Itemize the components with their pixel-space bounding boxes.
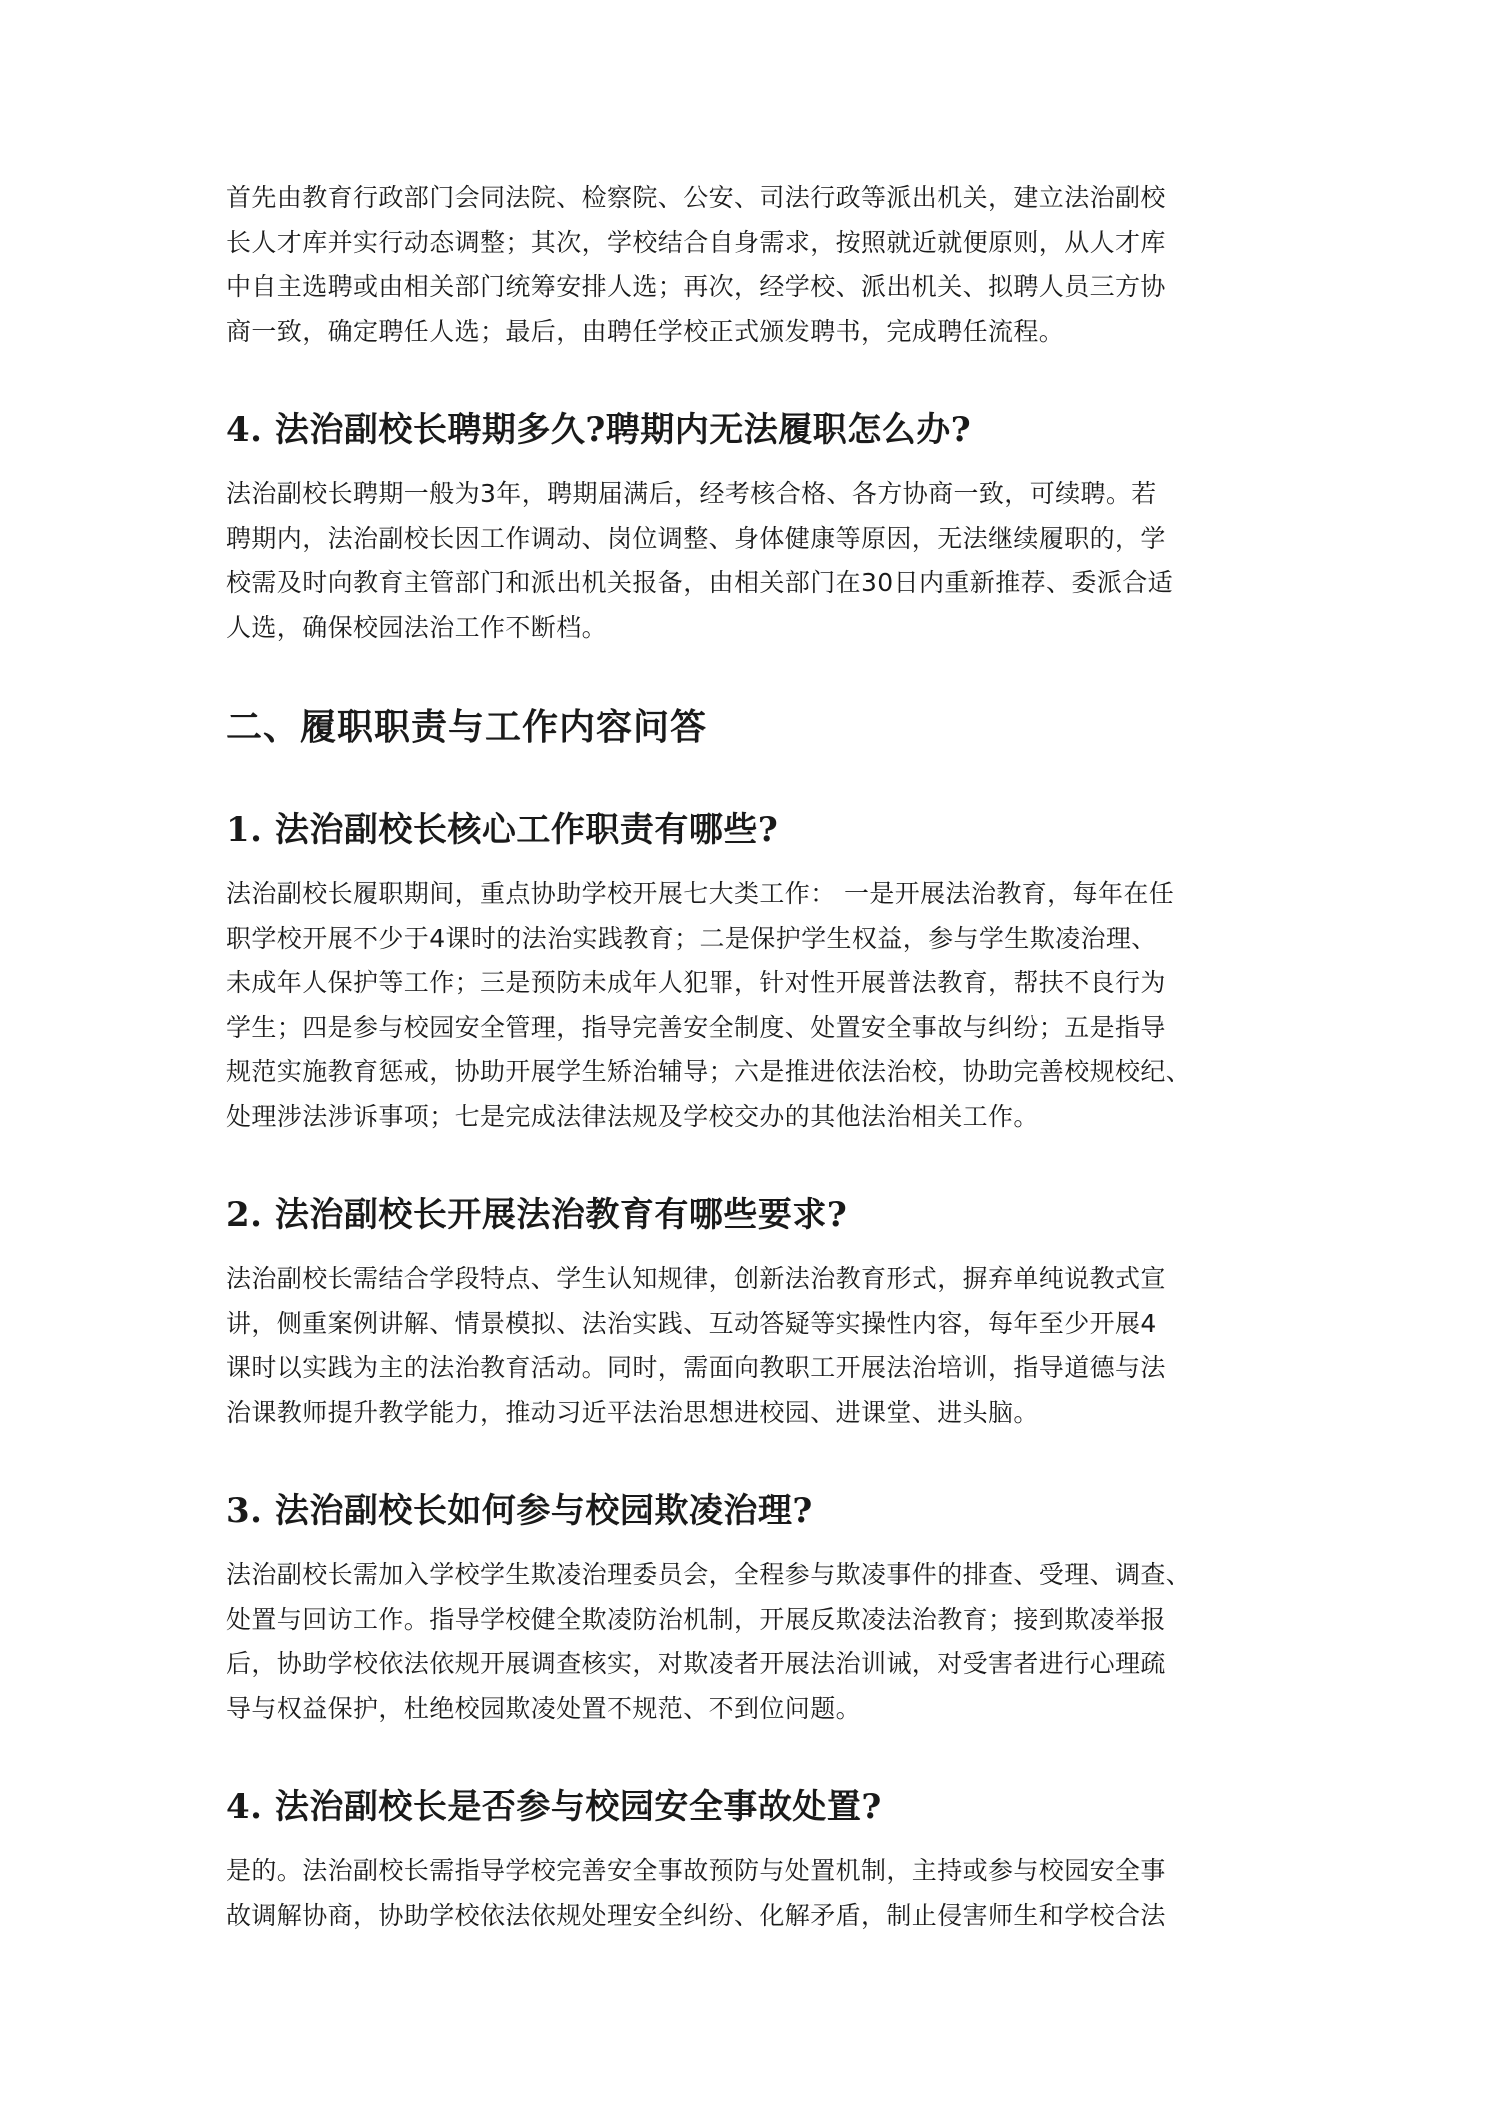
paragraph-line: 法治副校长需加入学校学生欺凌治理委员会，全程参与欺凌事件的排查、受理、调查、 bbox=[226, 1560, 1192, 1589]
paragraph-line: 是的。法治副校长需指导学校完善安全事故预防与处置机制，主持或参与校园安全事 bbox=[226, 1856, 1166, 1885]
question-heading-education: 2. 法治副校长开展法治教育有哪些要求? bbox=[226, 1195, 848, 1235]
paragraph-line: 学生；四是参与校园安全管理，指导完善安全制度、处置安全事故与纠纷；五是指导 bbox=[226, 1012, 1166, 1042]
paragraph-line: 故调解协商，协助学校依法依规处理安全纠纷、化解矛盾，制止侵害师生和学校合法 bbox=[226, 1900, 1166, 1930]
paragraph-line: 法治副校长聘期一般为3年，聘期届满后，经考核合格、各方协商一致，可续聘。若 bbox=[226, 479, 1157, 508]
paragraph-line: 职学校开展不少于4课时的法治实践教育；二是保护学生权益，参与学生欺凌治理、 bbox=[226, 923, 1157, 953]
answer-paragraph-bullying bbox=[226, 1553, 1286, 1731]
paragraph-line: 治课教师提升教学能力，推动习近平法治思想进校园、进课堂、进头脑。 bbox=[226, 1397, 1039, 1427]
paragraph-line: 法治副校长需结合学段特点、学生认知规律，创新法治教育形式，摒弃单纯说教式宣 bbox=[226, 1264, 1166, 1293]
paragraph-line: 长人才库并实行动态调整；其次，学校结合自身需求，按照就近就便原则，从人才库 bbox=[226, 227, 1166, 257]
paragraph-line: 法治副校长履职期间，重点协助学校开展七大类工作： 一是开展法治教育，每年在任 bbox=[226, 879, 1175, 908]
answer-paragraph-safety bbox=[226, 1849, 1286, 1938]
answer-paragraph-term bbox=[226, 472, 1286, 650]
question-heading-bullying: 3. 法治副校长如何参与校园欺凌治理? bbox=[226, 1491, 813, 1531]
paragraph-line: 商一致，确定聘任人选；最后，由聘任学校正式颁发聘书，完成聘任流程。 bbox=[226, 316, 1065, 346]
paragraph-line: 课时以实践为主的法治教育活动。同时，需面向教职工开展法治培训，指导道德与法 bbox=[226, 1353, 1166, 1382]
paragraph-line: 处理涉法涉诉事项；七是完成法律法规及学校交办的其他法治相关工作。 bbox=[226, 1101, 1039, 1131]
section-heading: 二、履职职责与工作内容问答 bbox=[226, 707, 708, 748]
question-heading-safety: 4. 法治副校长是否参与校园安全事故处置? bbox=[226, 1787, 882, 1827]
question-heading-term: 4. 法治副校长聘期多久?聘期内无法履职怎么办? bbox=[226, 410, 972, 450]
paragraph-line: 后，协助学校依法依规开展调查核实，对欺凌者开展法治训诫，对受害者进行心理疏 bbox=[226, 1649, 1166, 1678]
paragraph-line: 规范实施教育惩戒，协助开展学生矫治辅导；六是推进依法治校，协助完善校规校纪、 bbox=[226, 1057, 1192, 1086]
document-body bbox=[226, 176, 1286, 1938]
paragraph-line: 处置与回访工作。指导学校健全欺凌防治机制，开展反欺凌法治教育；接到欺凌举报 bbox=[226, 1604, 1166, 1634]
answer-paragraph-duties bbox=[226, 872, 1286, 1139]
paragraph-line: 聘期内，法治副校长因工作调动、岗位调整、身体健康等原因，无法继续履职的，学 bbox=[226, 523, 1166, 553]
paragraph-line: 校需及时向教育主管部门和派出机关报备，由相关部门在30日内重新推荐、委派合适 bbox=[226, 568, 1174, 597]
question-heading-duties: 1. 法治副校长核心工作职责有哪些? bbox=[226, 810, 779, 850]
paragraph-line: 人选，确保校园法治工作不断档。 bbox=[226, 612, 608, 642]
intro-paragraph bbox=[226, 176, 1286, 354]
paragraph-line: 讲，侧重案例讲解、情景模拟、法治实践、互动答疑等实操性内容，每年至少开展4 bbox=[226, 1308, 1157, 1338]
paragraph-line: 未成年人保护等工作；三是预防未成年人犯罪，针对性开展普法教育，帮扶不良行为 bbox=[226, 968, 1166, 997]
paragraph-line: 中自主选聘或由相关部门统筹安排人选；再次，经学校、派出机关、拟聘人员三方协 bbox=[226, 272, 1166, 301]
answer-paragraph-education bbox=[226, 1257, 1286, 1435]
paragraph-line: 导与权益保护，杜绝校园欺凌处置不规范、不到位问题。 bbox=[226, 1693, 862, 1723]
paragraph-line: 首先由教育行政部门会同法院、检察院、公安、司法行政等派出机关，建立法治副校 bbox=[226, 183, 1166, 212]
